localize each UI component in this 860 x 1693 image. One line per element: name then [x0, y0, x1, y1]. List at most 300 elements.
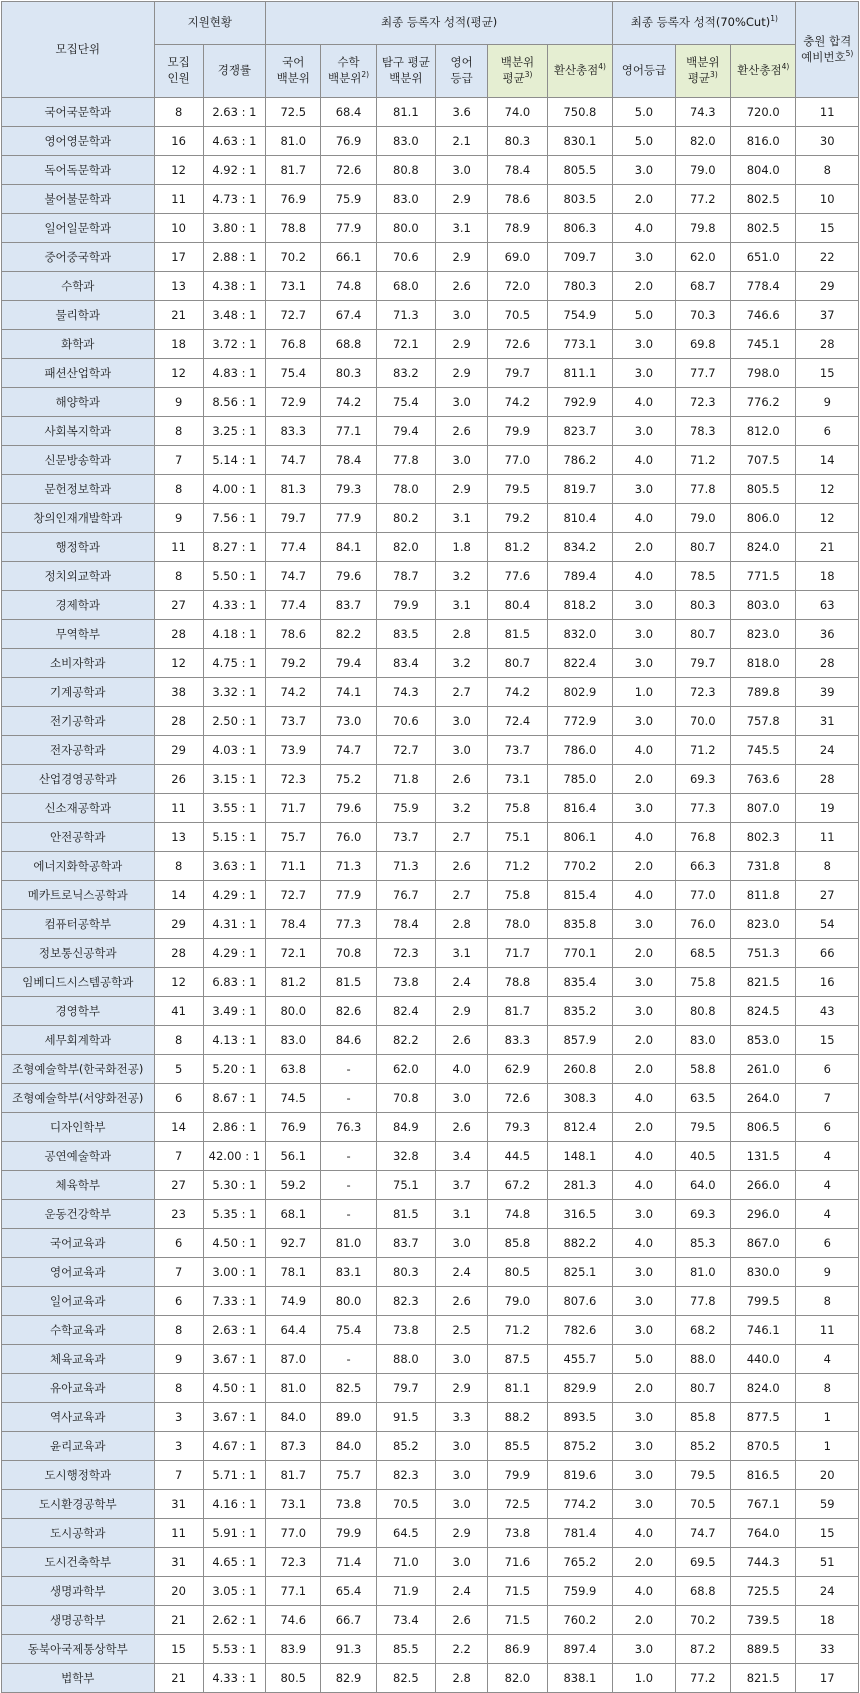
table-header — [2, 2, 859, 98]
cell-cut-pct: 79.0 — [675, 504, 730, 533]
cell-pct-avg: 81.7 — [488, 997, 547, 1026]
cell-waitlist: 6 — [796, 1055, 859, 1084]
cell-waitlist: 8 — [796, 852, 859, 881]
table-row — [2, 1490, 859, 1519]
cell-cut-eng: 5.0 — [613, 98, 675, 127]
cell-eng: 2.6 — [436, 272, 488, 301]
cell-eng: 2.6 — [436, 765, 488, 794]
cell-quota: 8 — [154, 475, 203, 504]
cell-inquiry: 83.2 — [376, 359, 435, 388]
cell-waitlist: 63 — [796, 591, 859, 620]
cell-waitlist: 28 — [796, 649, 859, 678]
cell-waitlist: 8 — [796, 1374, 859, 1403]
cell-cut-pct: 77.0 — [675, 881, 730, 910]
cell-kor: 59.2 — [266, 1171, 321, 1200]
cell-quota: 20 — [154, 1577, 203, 1606]
cell-eng: 2.9 — [436, 997, 488, 1026]
cell-quota: 27 — [154, 1171, 203, 1200]
cell-inquiry: 83.7 — [376, 1229, 435, 1258]
cell-waitlist: 59 — [796, 1490, 859, 1519]
cell-inquiry: 71.0 — [376, 1548, 435, 1577]
cell-inquiry: 74.3 — [376, 678, 435, 707]
table-row — [2, 1403, 859, 1432]
cell-eng: 3.7 — [436, 1171, 488, 1200]
cell-waitlist: 11 — [796, 1316, 859, 1345]
cell-rate: 8.56 : 1 — [203, 388, 265, 417]
cell-rate: 8.67 : 1 — [203, 1084, 265, 1113]
cell-cut-score: 764.0 — [730, 1519, 796, 1548]
cell-waitlist: 15 — [796, 1026, 859, 1055]
cell-score: 825.1 — [547, 1258, 613, 1287]
cell-unit: 유아교육과 — [2, 1374, 155, 1403]
cell-unit: 역사교육과 — [2, 1403, 155, 1432]
cell-quota: 9 — [154, 388, 203, 417]
cell-waitlist: 6 — [796, 1113, 859, 1142]
cell-rate: 5.50 : 1 — [203, 562, 265, 591]
cell-pct-avg: 79.9 — [488, 1461, 547, 1490]
cell-cut-pct: 79.5 — [675, 1461, 730, 1490]
cell-waitlist: 51 — [796, 1548, 859, 1577]
cell-unit: 세무회계학과 — [2, 1026, 155, 1055]
cell-cut-eng: 4.0 — [613, 1519, 675, 1548]
cell-kor: 81.3 — [266, 475, 321, 504]
cell-unit: 경영학부 — [2, 997, 155, 1026]
cell-eng: 2.9 — [436, 475, 488, 504]
cell-cut-score: 131.5 — [730, 1142, 796, 1171]
cell-inquiry: 81.1 — [376, 98, 435, 127]
cell-inquiry: 64.5 — [376, 1519, 435, 1548]
table-row — [2, 1026, 859, 1055]
cell-math: 79.9 — [321, 1519, 376, 1548]
cell-pct-avg: 79.0 — [488, 1287, 547, 1316]
cell-eng: 3.0 — [436, 388, 488, 417]
cell-quota: 26 — [154, 765, 203, 794]
cell-waitlist: 28 — [796, 765, 859, 794]
cell-math: 77.9 — [321, 881, 376, 910]
table-row — [2, 504, 859, 533]
cell-score: 765.2 — [547, 1548, 613, 1577]
cell-cut-score: 816.5 — [730, 1461, 796, 1490]
cell-inquiry: 71.8 — [376, 765, 435, 794]
cell-rate: 4.38 : 1 — [203, 272, 265, 301]
cell-eng: 2.6 — [436, 1026, 488, 1055]
cell-cut-pct: 79.5 — [675, 1113, 730, 1142]
cell-quota: 8 — [154, 562, 203, 591]
cell-quota: 21 — [154, 1664, 203, 1693]
cell-kor: 87.0 — [266, 1345, 321, 1374]
cell-waitlist: 4 — [796, 1345, 859, 1374]
cell-inquiry: 80.3 — [376, 1258, 435, 1287]
cell-score: 785.0 — [547, 765, 613, 794]
cell-inquiry: 82.3 — [376, 1461, 435, 1490]
cell-rate: 4.33 : 1 — [203, 1664, 265, 1693]
cell-quota: 15 — [154, 1635, 203, 1664]
cell-pct-avg: 73.8 — [488, 1519, 547, 1548]
cell-eng: 3.0 — [436, 1345, 488, 1374]
cell-kor: 81.2 — [266, 968, 321, 997]
cell-quota: 5 — [154, 1055, 203, 1084]
cell-unit: 법학부 — [2, 1664, 155, 1693]
cell-eng: 2.4 — [436, 1258, 488, 1287]
cell-cut-score: 264.0 — [730, 1084, 796, 1113]
cell-waitlist: 4 — [796, 1200, 859, 1229]
cell-math: 67.4 — [321, 301, 376, 330]
cell-cut-score: 261.0 — [730, 1055, 796, 1084]
cell-score: 811.1 — [547, 359, 613, 388]
cell-cut-score: 812.0 — [730, 417, 796, 446]
cell-kor: 74.5 — [266, 1084, 321, 1113]
cell-math: 65.4 — [321, 1577, 376, 1606]
cell-cut-score: 824.5 — [730, 997, 796, 1026]
header-avg-group: 최종 등록자 성적(평균) — [266, 2, 613, 45]
cell-inquiry: 71.9 — [376, 1577, 435, 1606]
cell-rate: 2.62 : 1 — [203, 1606, 265, 1635]
cell-unit: 메카트로닉스공학과 — [2, 881, 155, 910]
cell-eng: 2.8 — [436, 1664, 488, 1693]
cell-score: 819.6 — [547, 1461, 613, 1490]
table-row — [2, 1287, 859, 1316]
cell-quota: 31 — [154, 1548, 203, 1577]
table-row — [2, 98, 859, 127]
cell-eng: 2.9 — [436, 1519, 488, 1548]
cell-pct-avg: 86.9 — [488, 1635, 547, 1664]
cell-cut-pct: 80.7 — [675, 620, 730, 649]
cell-inquiry: 80.8 — [376, 156, 435, 185]
cell-inquiry: 83.0 — [376, 185, 435, 214]
table-row — [2, 1142, 859, 1171]
cell-math: 75.4 — [321, 1316, 376, 1345]
cell-score: 780.3 — [547, 272, 613, 301]
cell-pct-avg: 79.9 — [488, 417, 547, 446]
cell-math: 84.1 — [321, 533, 376, 562]
cell-rate: 6.83 : 1 — [203, 968, 265, 997]
cell-eng: 3.3 — [436, 1403, 488, 1432]
cell-rate: 4.18 : 1 — [203, 620, 265, 649]
cell-cut-score: 720.0 — [730, 98, 796, 127]
cell-pct-avg: 69.0 — [488, 243, 547, 272]
table-row — [2, 388, 859, 417]
cell-score: 815.4 — [547, 881, 613, 910]
cell-cut-pct: 78.3 — [675, 417, 730, 446]
cell-kor: 77.1 — [266, 1577, 321, 1606]
table-row — [2, 939, 859, 968]
cell-eng: 3.1 — [436, 591, 488, 620]
cell-cut-eng: 2.0 — [613, 1026, 675, 1055]
cell-cut-pct: 80.8 — [675, 997, 730, 1026]
cell-pct-avg: 71.2 — [488, 1316, 547, 1345]
cell-score: 819.7 — [547, 475, 613, 504]
cell-rate: 3.32 : 1 — [203, 678, 265, 707]
cell-math: 66.1 — [321, 243, 376, 272]
cell-math: 82.5 — [321, 1374, 376, 1403]
cell-waitlist: 4 — [796, 1142, 859, 1171]
cell-cut-pct: 77.8 — [675, 475, 730, 504]
cell-rate: 3.67 : 1 — [203, 1345, 265, 1374]
table-row — [2, 185, 859, 214]
cell-inquiry: 73.4 — [376, 1606, 435, 1635]
cell-cut-eng: 2.0 — [613, 1548, 675, 1577]
cell-quota: 9 — [154, 1345, 203, 1374]
cell-cut-eng: 3.0 — [613, 1316, 675, 1345]
cell-cut-score: 870.5 — [730, 1432, 796, 1461]
cell-kor: 76.8 — [266, 330, 321, 359]
cell-rate: 4.31 : 1 — [203, 910, 265, 939]
cell-cut-score: 823.0 — [730, 910, 796, 939]
cell-inquiry: 71.3 — [376, 852, 435, 881]
cell-pct-avg: 78.4 — [488, 156, 547, 185]
cell-waitlist: 8 — [796, 1287, 859, 1316]
cell-pct-avg: 77.6 — [488, 562, 547, 591]
header-pct-avg: 백분위 평균$^{3)}$ — [488, 45, 547, 98]
cell-inquiry: 80.0 — [376, 214, 435, 243]
cell-pct-avg: 74.0 — [488, 98, 547, 127]
cell-inquiry: 80.2 — [376, 504, 435, 533]
cell-rate: 3.63 : 1 — [203, 852, 265, 881]
cell-kor: 87.3 — [266, 1432, 321, 1461]
cell-rate: 5.15 : 1 — [203, 823, 265, 852]
cell-cut-pct: 77.2 — [675, 1664, 730, 1693]
cell-rate: 4.29 : 1 — [203, 881, 265, 910]
cell-quota: 9 — [154, 504, 203, 533]
cell-rate: 3.00 : 1 — [203, 1258, 265, 1287]
cell-score: 281.3 — [547, 1171, 613, 1200]
cell-cut-eng: 4.0 — [613, 388, 675, 417]
cell-quota: 27 — [154, 591, 203, 620]
cell-cut-eng: 4.0 — [613, 881, 675, 910]
cell-cut-eng: 2.0 — [613, 765, 675, 794]
cell-cut-eng: 3.0 — [613, 707, 675, 736]
cell-math: 80.3 — [321, 359, 376, 388]
table-row — [2, 243, 859, 272]
cell-cut-score: 802.3 — [730, 823, 796, 852]
cell-rate: 4.33 : 1 — [203, 591, 265, 620]
cell-inquiry: 62.0 — [376, 1055, 435, 1084]
cell-pct-avg: 80.7 — [488, 649, 547, 678]
cell-pct-avg: 81.5 — [488, 620, 547, 649]
cell-cut-eng: 2.0 — [613, 533, 675, 562]
cell-score: 709.7 — [547, 243, 613, 272]
cell-score: 750.8 — [547, 98, 613, 127]
cell-score: 835.8 — [547, 910, 613, 939]
table-row — [2, 1606, 859, 1635]
table-row — [2, 1345, 859, 1374]
cell-cut-pct: 68.7 — [675, 272, 730, 301]
table-row — [2, 1374, 859, 1403]
cell-kor: 81.0 — [266, 1374, 321, 1403]
cell-cut-eng: 4.0 — [613, 1171, 675, 1200]
cell-quota: 21 — [154, 1606, 203, 1635]
cell-cut-eng: 2.0 — [613, 1055, 675, 1084]
cell-quota: 29 — [154, 910, 203, 939]
cell-score: 792.9 — [547, 388, 613, 417]
cell-inquiry: 77.8 — [376, 446, 435, 475]
cell-waitlist: 66 — [796, 939, 859, 968]
cell-waitlist: 9 — [796, 1258, 859, 1287]
cell-math: 79.6 — [321, 794, 376, 823]
cell-rate: 4.63 : 1 — [203, 127, 265, 156]
cell-pct-avg: 80.4 — [488, 591, 547, 620]
cell-pct-avg: 83.3 — [488, 1026, 547, 1055]
cell-score: 772.9 — [547, 707, 613, 736]
cell-waitlist: 30 — [796, 127, 859, 156]
cell-pct-avg: 79.7 — [488, 359, 547, 388]
cell-inquiry: 73.8 — [376, 1316, 435, 1345]
cell-kor: 79.2 — [266, 649, 321, 678]
cell-math: 78.4 — [321, 446, 376, 475]
cell-score: 754.9 — [547, 301, 613, 330]
cell-quota: 28 — [154, 620, 203, 649]
cell-cut-pct: 74.7 — [675, 1519, 730, 1548]
cell-kor: 68.1 — [266, 1200, 321, 1229]
cell-unit: 화학과 — [2, 330, 155, 359]
cell-inquiry: 82.3 — [376, 1287, 435, 1316]
cell-eng: 3.4 — [436, 1142, 488, 1171]
header-inquiry: 탐구 평균 백분위 — [376, 45, 435, 98]
cell-kor: 81.0 — [266, 127, 321, 156]
cell-quota: 6 — [154, 1084, 203, 1113]
cell-cut-pct: 79.7 — [675, 649, 730, 678]
cell-eng: 1.8 — [436, 533, 488, 562]
cell-math: 80.0 — [321, 1287, 376, 1316]
cell-inquiry: 73.7 — [376, 823, 435, 852]
cell-inquiry: 82.4 — [376, 997, 435, 1026]
cell-unit: 도시행정학과 — [2, 1461, 155, 1490]
table-row — [2, 359, 859, 388]
cell-cut-score: 821.5 — [730, 1664, 796, 1693]
cell-cut-pct: 69.3 — [675, 765, 730, 794]
cell-math: 73.0 — [321, 707, 376, 736]
cell-rate: 4.03 : 1 — [203, 736, 265, 765]
cell-eng: 3.0 — [436, 446, 488, 475]
cell-quota: 3 — [154, 1403, 203, 1432]
cell-kor: 83.3 — [266, 417, 321, 446]
cell-cut-pct: 66.3 — [675, 852, 730, 881]
cell-unit: 해양학과 — [2, 388, 155, 417]
cell-math: - — [321, 1142, 376, 1171]
cell-eng: 2.9 — [436, 243, 488, 272]
cell-waitlist: 33 — [796, 1635, 859, 1664]
cell-cut-score: 804.0 — [730, 156, 796, 185]
cell-pct-avg: 82.0 — [488, 1664, 547, 1693]
cell-score: 810.4 — [547, 504, 613, 533]
cell-inquiry: 88.0 — [376, 1345, 435, 1374]
cell-kor: 78.4 — [266, 910, 321, 939]
cell-rate: 2.86 : 1 — [203, 1113, 265, 1142]
table-row — [2, 301, 859, 330]
cell-score: 770.2 — [547, 852, 613, 881]
cell-cut-score: 746.1 — [730, 1316, 796, 1345]
cell-waitlist: 1 — [796, 1432, 859, 1461]
cell-math: 76.9 — [321, 127, 376, 156]
cell-eng: 2.4 — [436, 1577, 488, 1606]
table-row — [2, 1113, 859, 1142]
cell-cut-score: 799.5 — [730, 1287, 796, 1316]
cell-cut-eng: 3.0 — [613, 1490, 675, 1519]
cell-quota: 17 — [154, 243, 203, 272]
cell-inquiry: 73.8 — [376, 968, 435, 997]
cell-cut-pct: 77.3 — [675, 794, 730, 823]
cell-waitlist: 24 — [796, 1577, 859, 1606]
cell-unit: 체육교육과 — [2, 1345, 155, 1374]
cell-math: 79.3 — [321, 475, 376, 504]
cell-score: 835.2 — [547, 997, 613, 1026]
cell-cut-eng: 3.0 — [613, 1432, 675, 1461]
cell-cut-pct: 75.8 — [675, 968, 730, 997]
cell-rate: 4.92 : 1 — [203, 156, 265, 185]
cell-score: 803.5 — [547, 185, 613, 214]
cell-inquiry: 75.9 — [376, 794, 435, 823]
cell-math: 68.4 — [321, 98, 376, 127]
cell-inquiry: 70.6 — [376, 707, 435, 736]
cell-eng: 2.1 — [436, 127, 488, 156]
cell-eng: 3.0 — [436, 1548, 488, 1577]
cell-score: 875.2 — [547, 1432, 613, 1461]
cell-kor: 78.1 — [266, 1258, 321, 1287]
cell-kor: 74.6 — [266, 1606, 321, 1635]
cell-inquiry: 85.5 — [376, 1635, 435, 1664]
cell-pct-avg: 71.5 — [488, 1577, 547, 1606]
cell-kor: 77.0 — [266, 1519, 321, 1548]
cell-cut-score: 744.3 — [730, 1548, 796, 1577]
cell-inquiry: 81.5 — [376, 1200, 435, 1229]
cell-cut-score: 824.0 — [730, 533, 796, 562]
cell-score: 834.2 — [547, 533, 613, 562]
cell-cut-eng: 3.0 — [613, 1461, 675, 1490]
cell-cut-eng: 3.0 — [613, 794, 675, 823]
cell-quota: 16 — [154, 127, 203, 156]
cell-cut-eng: 3.0 — [613, 1635, 675, 1664]
cell-pct-avg: 67.2 — [488, 1171, 547, 1200]
table-row — [2, 910, 859, 939]
cell-math: 81.5 — [321, 968, 376, 997]
cell-waitlist: 24 — [796, 736, 859, 765]
cell-unit: 임베디드시스템공학과 — [2, 968, 155, 997]
cell-math: 91.3 — [321, 1635, 376, 1664]
cell-unit: 전기공학과 — [2, 707, 155, 736]
cell-kor: 72.7 — [266, 881, 321, 910]
cell-quota: 13 — [154, 823, 203, 852]
cell-kor: 76.9 — [266, 1113, 321, 1142]
cell-cut-pct: 85.8 — [675, 1403, 730, 1432]
table-row — [2, 1635, 859, 1664]
cell-quota: 11 — [154, 533, 203, 562]
cell-eng: 2.6 — [436, 852, 488, 881]
cell-cut-score: 824.0 — [730, 1374, 796, 1403]
cell-unit: 도시공학과 — [2, 1519, 155, 1548]
cell-rate: 5.30 : 1 — [203, 1171, 265, 1200]
cell-unit: 수학과 — [2, 272, 155, 301]
cell-unit: 도시환경공학부 — [2, 1490, 155, 1519]
cell-cut-pct: 70.2 — [675, 1606, 730, 1635]
cell-inquiry: 79.9 — [376, 591, 435, 620]
cell-quota: 12 — [154, 649, 203, 678]
cell-inquiry: 68.0 — [376, 272, 435, 301]
cell-cut-eng: 3.0 — [613, 649, 675, 678]
cell-score: 782.6 — [547, 1316, 613, 1345]
cell-math: 77.3 — [321, 910, 376, 939]
cell-pct-avg: 74.2 — [488, 388, 547, 417]
cell-score: 816.4 — [547, 794, 613, 823]
cell-rate: 2.63 : 1 — [203, 1316, 265, 1345]
cell-kor: 71.7 — [266, 794, 321, 823]
cell-pct-avg: 72.0 — [488, 272, 547, 301]
cell-cut-score: 739.5 — [730, 1606, 796, 1635]
cell-unit: 수학교육과 — [2, 1316, 155, 1345]
cell-cut-eng: 3.0 — [613, 1287, 675, 1316]
cell-rate: 4.73 : 1 — [203, 185, 265, 214]
cell-kor: 78.6 — [266, 620, 321, 649]
cell-waitlist: 15 — [796, 359, 859, 388]
